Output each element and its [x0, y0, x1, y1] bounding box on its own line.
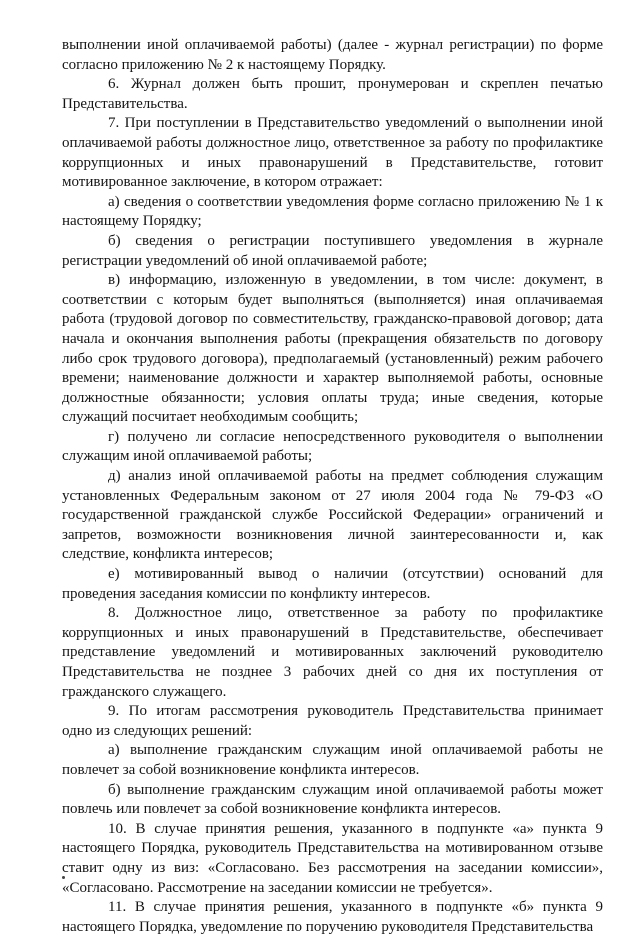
document-page	[62, 36, 603, 937]
paragraph-7-c: в) информацию, изложенную в уведомлении, в том числе: документ, в соответствии с которым будет выполняться (выполняется) иная оплачиваемая работа (трудовой договор по совместительству, гражданско-правовой договор; дата начала и окончания выполнения работы (прекращения обязательств по договору либо срок трудового договора), предполагаемый (установленный) режим рабочего времени; наименование должности и характер выполняемой работы, основные должностные обязанности; условия оплаты труда; иные сведения, которые служащий посчитает необходимым сообщить;	[62, 272, 603, 426]
paragraph-8: 8. Должностное лицо, ответственное за работу по профилактике коррупционных и иных правонарушений в Представительстве, обеспечивает представление уведомлений и мотивированных заключений руководителю Представительства не позднее 3 рабочих дней со дня их поступления от гражданского служащего.	[62, 605, 603, 700]
scan-dot-mark	[62, 876, 65, 879]
paragraph-continuation: выполнении иной оплачиваемой работы) (далее - журнал регистрации) по форме согласно приложению № 2 к настоящему Порядку.	[62, 37, 603, 73]
paragraph-7: 7. При поступлении в Представительство уведомлений о выполнении иной оплачиваемой работы должностное лицо, ответственное за работу по профилактике коррупционных и иных правонарушений в Представительстве, готовит мотивированное заключение, в котором отражает:	[62, 115, 603, 191]
paragraph-7-d: г) получено ли согласие непосредственного руководителя о выполнении служащим иной оплачиваемой работы;	[62, 428, 603, 465]
paragraph-9: 9. По итогам рассмотрения руководитель Представительства принимает одно из следующих решений:	[62, 703, 603, 739]
paragraph-9-a: а) выполнение гражданским служащим иной оплачиваемой работы не повлечет за собой возникновение конфликта интересов.	[62, 742, 603, 778]
paragraph-11: 11. В случае принятия решения, указанного в подпункте «б» пункта 9 настоящего Порядка, уведомление по поручению руководителя Представительства	[62, 899, 603, 935]
paragraph-7-b: б) сведения о регистрации поступившего уведомления в журнале регистрации уведомлений об иной оплачиваемой работе;	[62, 232, 603, 269]
paragraph-7-a: а) сведения о соответствии уведомления форме согласно приложению № 1 к настоящему Порядку;	[62, 193, 603, 230]
paragraph-6: 6. Журнал должен быть прошит, пронумерован и скреплен печатью Представительства.	[62, 76, 603, 112]
paragraph-7-f: е) мотивированный вывод о наличии (отсутствии) оснований для проведения заседания комиссии по конфликту интересов.	[62, 566, 603, 602]
paragraph-10: 10. В случае принятия решения, указанного в подпункте «а» пункта 9 настоящего Порядка, руководитель Представительства на мотивированном отзыве ставит одну из виз: «Согласовано. Без рассмотрения на заседании комиссии», «Согласовано. Рассмотрение на заседании комиссии не требуется».	[62, 820, 603, 896]
paragraph-7-e: д) анализ иной оплачиваемой работы на предмет соблюдения служащим установленных Федеральным законом от 27 июля 2004 года № 79-ФЗ «О государственной гражданской службе Российской Федерации» ограничений и запретов, возможности возникновения личной заинтересованности и, как следствие, конфликта интересов;	[62, 468, 603, 563]
paragraph-9-b: б) выполнение гражданским служащим иной оплачиваемой работы может повлечь или повлечет за собой возникновение конфликта интересов.	[62, 781, 603, 818]
